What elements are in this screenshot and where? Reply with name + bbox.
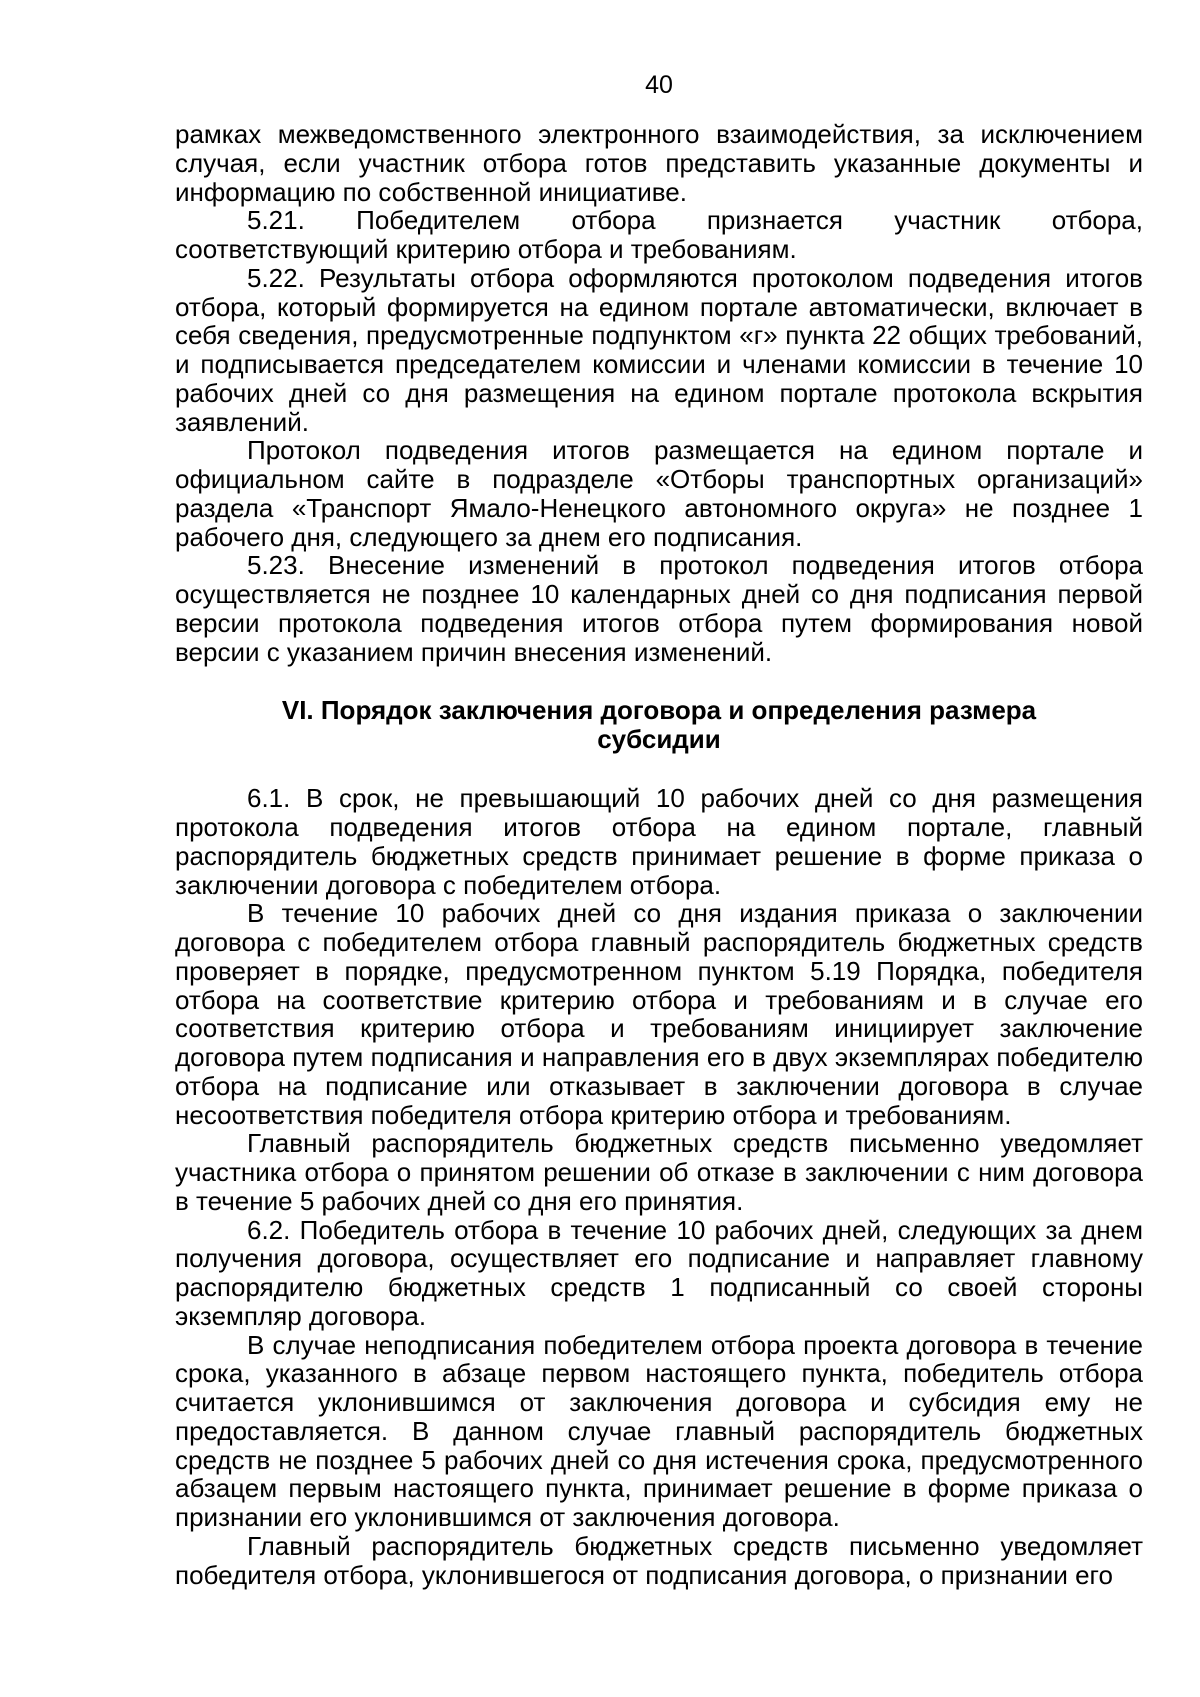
paragraph-5-22: 5.22. Результаты отбора оформляются протоколом подведения итогов отбора, который формируется на едином портале автоматически, включает в себя сведения, предусмотренные подпунктом «г» пункта 22 общих требований, и подписывается председателем комиссии и членами комиссии в течение 10 рабочих дней со дня размещения на едином портале протокола вскрытия заявлений. (175, 262, 1143, 437)
paragraph-protocol-publication: Протокол подведения итогов размещается на едином портале и официальном сайте в подразделе «Отборы транспортных организаций» раздела «Транспорт Ямало-Ненецкого автономного округа» не позднее 1 рабочего дня, следующего за днем его подписания. (175, 435, 1143, 552)
section-heading-line-1: VI. Порядок заключения договора и определения размера (281, 695, 1037, 726)
paragraph-continuation: рамках межведомственного электронного взаимодействия, за исключением случая, если участник отбора готов представить указанные документы и информацию по собственной инициативе. (175, 119, 1143, 207)
paragraph-refusal-notice: Главный распорядитель бюджетных средств письменно уведомляет участника отбора о принятом решении об отказе в заключении с ним договора в течение 5 рабочих дней со дня его принятия. (175, 1128, 1143, 1216)
page-number: 40 (645, 71, 673, 99)
document-page (175, 70, 1143, 1697)
paragraph-6-2: 6.2. Победитель отбора в течение 10 рабочих дней, следующих за днем получения договора, осуществляет его подписание и направляет главному распорядителю бюджетных средств 1 подписанный со своей стороны экземпляр договора. (175, 1214, 1143, 1331)
paragraph-5-21: 5.21. Победителем отбора признается участник отбора, соответствующий критерию отбора и требованиям. (175, 205, 1143, 264)
paragraph-6-1: 6.1. В срок, не превышающий 10 рабочих дней со дня размещения протокола подведения итогов отбора на едином портале, главный распорядитель бюджетных средств принимает решение в форме приказа о заключении договора с победителем отбора. (175, 783, 1143, 900)
section-heading-line-2: субсидии (597, 724, 721, 755)
paragraph-non-signing: В случае неподписания победителем отбора проекта договора в течение срока, указанного в абзаце первом настоящего пункта, победитель отбора считается уклонившимся от заключения договора и субсидия ему не предоставляется. В данном случае главный распорядитель бюджетных средств не позднее 5 рабочих дней со дня истечения срока, предусмотренного абзацем первым настоящего пункта, принимает решение в форме приказа о признании его уклонившимся от заключения договора. (175, 1329, 1143, 1532)
paragraph-contract-check: В течение 10 рабочих дней со дня издания приказа о заключении договора с победителем отбора главный распорядитель бюджетных средств проверяет в порядке, предусмотренном пунктом 5.19 Порядка, победителя отбора на соответствие критерию отбора и требованиям и в случае его соответствия критерию отбора и требованиям инициирует заключение договора путем подписания и направления его в двух экземплярах победителю отбора на подписание или отказывает в заключении договора в случае несоответствия победителя отбора критерию отбора и требованиям. (175, 898, 1143, 1130)
paragraph-evasion-notice: Главный распорядитель бюджетных средств письменно уведомляет победителя отбора, уклонившегося от подписания договора, о признании его (175, 1530, 1143, 1590)
section-heading-vi (175, 666, 1143, 784)
paragraph-5-23: 5.23. Внесение изменений в протокол подведения итогов отбора осуществляется не позднее 10 календарных дней со дня подписания первой версии протокола подведения итогов отбора путем формирования новой версии с указанием причин внесения изменений. (175, 550, 1143, 667)
